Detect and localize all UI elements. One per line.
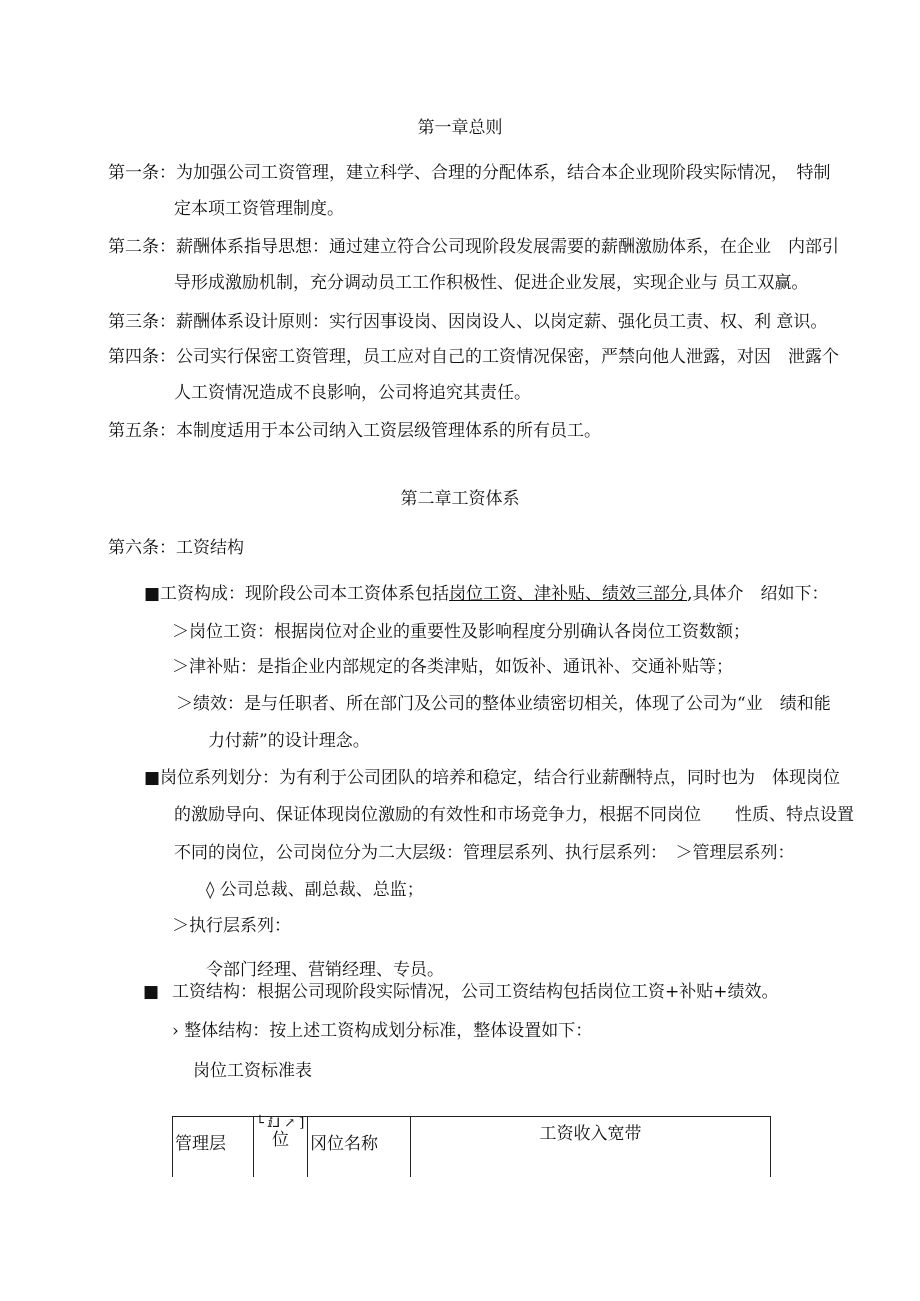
allowance-item: ＞津补贴：是指企业内部规定的各类津贴，如饭补、通讯补、交通补贴等； xyxy=(172,657,733,677)
chapter2-title: 第二章工资体系 xyxy=(400,489,520,509)
post-series-line-2: 的激励导向、保证体现岗位激励的有效性和市场竞争力，根据不同岗位 性质、特点设置 xyxy=(174,805,854,825)
chapter1-title: 第一章总则 xyxy=(417,118,503,138)
management-series-item: ◊ 公司总裁、副总裁、总监； xyxy=(206,880,424,900)
execution-series-label: ＞执行层系列： xyxy=(172,916,291,936)
table-title: 岗位工资标准表 xyxy=(193,1061,312,1081)
performance-line-2: 力付薪”的设计理念。 xyxy=(208,731,370,751)
header-post-garbled-bottom: 位 xyxy=(272,1130,289,1150)
header-wage-band: 工资收入宽带 xyxy=(411,1117,771,1178)
overall-structure: › 整体结构：按上述工资构成划分标准，整体设置如下： xyxy=(172,1021,593,1041)
wage-composition xyxy=(144,582,828,606)
article-1-line-1: 第一条：为加强公司工资管理，建立科学、合理的分配体系，结合本企业现阶段实际情况， 特制 xyxy=(108,163,831,183)
wage-structure: 工资结构：根据公司现阶段实际情况，公司工资结构包括岗位工资+补贴+绩效。 xyxy=(172,982,779,1002)
table-header-row xyxy=(173,1117,771,1178)
article-1-line-2: 定本项工资管理制度。 xyxy=(174,199,344,219)
article-6: 第六条：工资结构 xyxy=(108,538,244,558)
execution-series-item: 令部门经理、营销经理、专员。 xyxy=(206,960,444,980)
article-5: 第五条：本制度适用于本公司纳入工资层级管理体系的所有员工。 xyxy=(108,421,601,441)
wage-composition-prefix: ■工资构成：现阶段公司本工资体系包括 xyxy=(144,584,450,604)
wage-composition-suffix: ,具体介 绍如下： xyxy=(687,584,829,604)
post-wage-item: ＞岗位工资：根据岗位对企业的重要性及影响程度分别确认各岗位工资数额； xyxy=(172,622,750,642)
article-3: 第三条：薪酬体系设计原则：实行因事设岗、因岗设人、以岗定薪、强化员工责、权、利 意识。 xyxy=(108,312,828,332)
article-4-line-2: 人工资情况造成不良影响，公司将追究其责任。 xyxy=(174,383,531,403)
article-2-line-2: 导形成激励机制，充分调动员工工作积极性、促进企业发展，实现企业与 员工双赢。 xyxy=(174,273,809,293)
wage-structure-marker: ■ xyxy=(143,982,160,1002)
header-post-garbled-top: └ ⅈ⅃ ↗ ] xyxy=(256,1116,305,1131)
header-post-garbled xyxy=(254,1117,308,1178)
post-series-line-3: 不同的岗位，公司岗位分为二大层级：管理层系列、执行层系列： ＞管理层系列： xyxy=(174,843,795,863)
header-management-level: 管理层 xyxy=(173,1117,254,1178)
post-series-line-1: ■岗位系列划分：为有利于公司团队的培养和稳定，结合行业薪酬特点，同时也为 体现岗位 xyxy=(144,768,841,788)
performance-line-1: ＞绩效：是与任职者、所在部门及公司的整体业绩密切相关，体现了公司为“业 绩和能 xyxy=(176,694,831,714)
article-4-line-1: 第四条：公司实行保密工资管理，员工应对自己的工资情况保密，严禁向他人泄露，对因 泄露个 xyxy=(108,347,839,367)
post-wage-standard-table xyxy=(172,1116,771,1177)
article-2-line-1: 第二条：薪酬体系指导思想：通过建立符合公司现阶段发展需要的薪酬激励体系，在企业 内部引 xyxy=(108,237,839,257)
wage-composition-underlined: 岗位工资、津补贴、绩效三部分 xyxy=(449,584,688,604)
header-post-name: 冈位名称 xyxy=(308,1117,411,1178)
